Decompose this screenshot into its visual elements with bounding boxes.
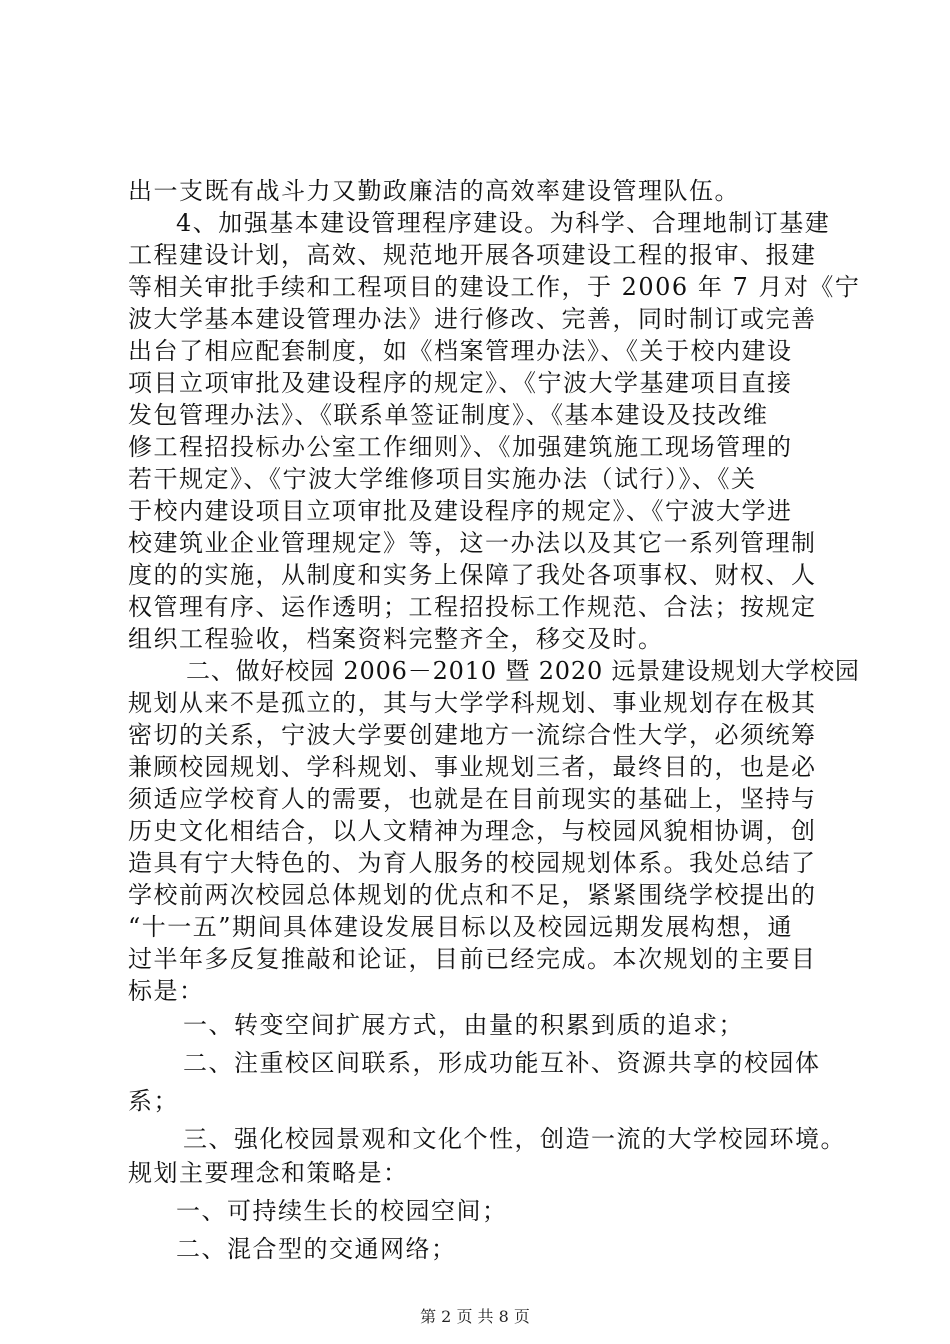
text-line: 4、加强基本建设管理程序建设。为科学、合理地制订基建	[176, 209, 831, 237]
text-line: 标是：	[128, 977, 205, 1005]
text-line: 学校前两次校园总体规划的优点和不足，紧紧围绕学校提出的	[128, 881, 817, 909]
text-line: 兼顾校园规划、学科规划、事业规划三者，最终目的，也是必	[128, 753, 817, 781]
text-line: 于校内建设项目立项审批及建设程序的规定》、《宁波大学进	[128, 497, 793, 525]
text-line: “十一五”期间具体建设发展目标以及校园远期发展构想，通	[128, 913, 794, 941]
page-number: 第 2 页 共 8 页	[420, 1307, 530, 1326]
text-line: 密切的关系，宁波大学要创建地方一流综合性大学，必须统筹	[128, 721, 817, 749]
text-line: 历史文化相结合，以人文精神为理念，与校园风貌相协调，创	[128, 817, 817, 845]
text-line: 二、混合型的交通网络；	[176, 1235, 457, 1263]
text-line: 权管理有序、运作透明；工程招投标工作规范、合法；按规定	[128, 593, 817, 621]
text-line: 组织工程验收，档案资料完整齐全，移交及时。	[128, 625, 664, 653]
text-line: 二、做好校园 2006－2010 暨 2020 远景建设规划大学校园	[186, 657, 860, 685]
text-line: 出台了相应配套制度，如《档案管理办法》、《关于校内建设	[128, 337, 793, 365]
text-line: 等相关审批手续和工程项目的建设工作，于 2006 年 7 月对《宁	[128, 273, 861, 301]
text-line: 须适应学校育人的需要，也就是在目前现实的基础上，坚持与	[128, 785, 817, 813]
text-line: 造具有宁大特色的、为育人服务的校园规划体系。我处总结了	[128, 849, 817, 877]
text-line: 系；	[128, 1087, 179, 1115]
text-line: 二、注重校区间联系，形成功能互补、资源共享的校园体	[183, 1049, 821, 1077]
text-line: 若干规定》、《宁波大学维修项目实施办法（试行）》、《关	[128, 465, 757, 493]
text-line: 一、可持续生长的校园空间；	[176, 1197, 508, 1225]
text-line: 项目立项审批及建设程序的规定》、《宁波大学基建项目直接	[128, 369, 793, 397]
text-line: 工程建设计划，高效、规范地开展各项建设工程的报审、报建	[128, 241, 817, 269]
text-line: 度的的实施，从制度和实务上保障了我处各项事权、财权、人	[128, 561, 817, 589]
text-line: 三、强化校园景观和文化个性，创造一流的大学校园环境。	[183, 1125, 846, 1153]
text-line: 修工程招投标办公室工作细则》、《加强建筑施工现场管理的	[128, 433, 793, 461]
text-line: 一、转变空间扩展方式，由量的积累到质的追求；	[183, 1011, 744, 1039]
text-line: 规划从来不是孤立的，其与大学学科规划、事业规划存在极其	[128, 689, 817, 717]
text-line: 校建筑业企业管理规定》等，这一办法以及其它一系列管理制	[128, 529, 817, 557]
text-line: 发包管理办法》、《联系单签证制度》、《基本建设及技改维	[128, 401, 769, 429]
text-line: 过半年多反复推敲和论证，目前已经完成。本次规划的主要目	[128, 945, 817, 973]
page-footer	[0, 1307, 950, 1327]
text-line: 规划主要理念和策略是：	[128, 1159, 409, 1187]
text-line: 波大学基本建设管理办法》进行修改、完善，同时制订或完善	[128, 305, 817, 333]
text-line: 出一支既有战斗力又勤政廉洁的高效率建设管理队伍。	[128, 177, 740, 205]
